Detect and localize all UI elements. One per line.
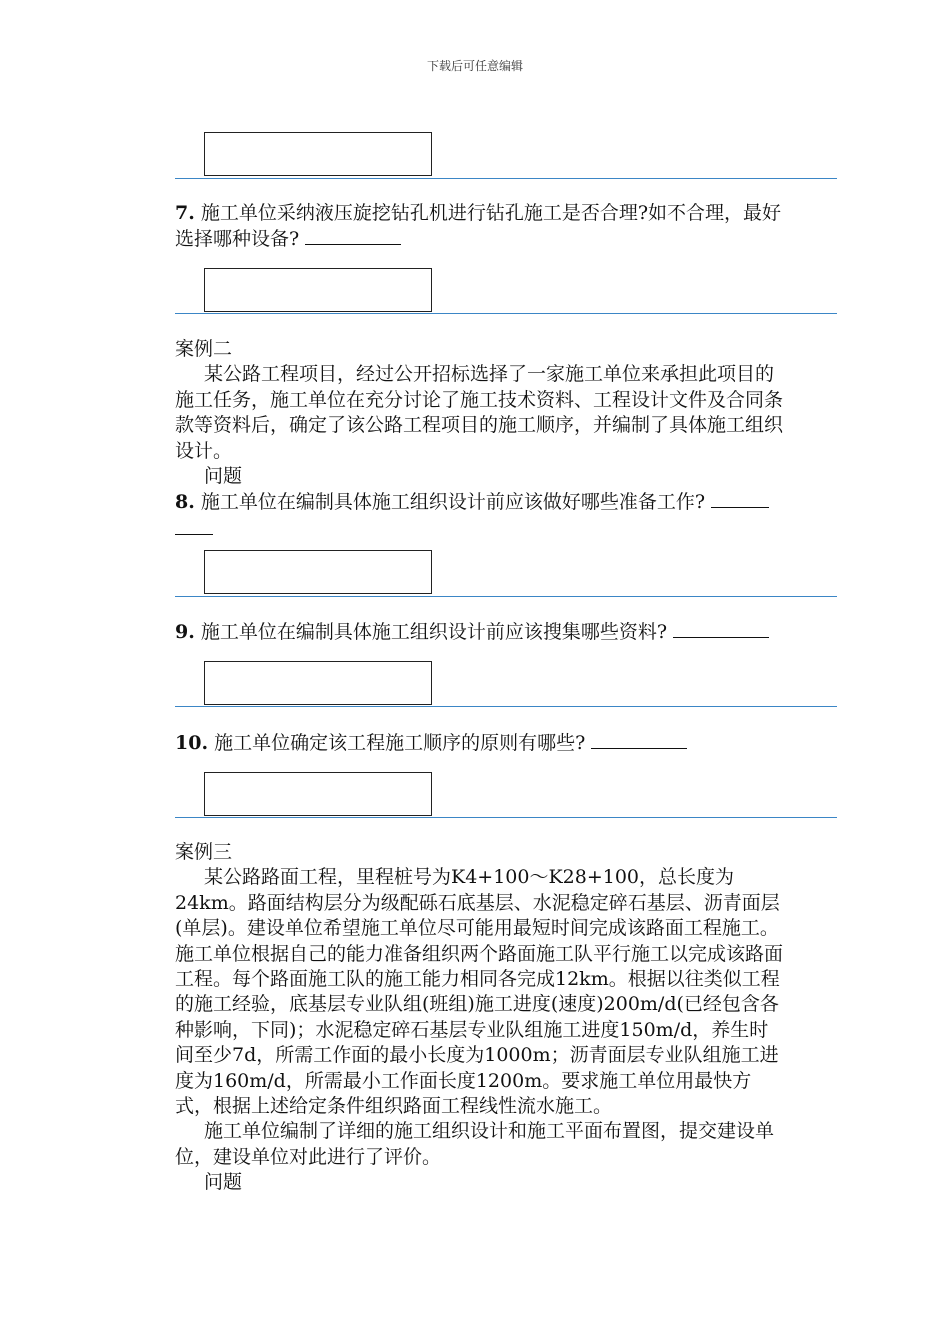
- answer-divider: [175, 706, 837, 707]
- case-title: 案例三: [175, 841, 233, 863]
- question-number: 10.: [175, 732, 209, 754]
- answer-box[interactable]: [204, 268, 432, 312]
- case-paragraph: 施工单位编制了详细的施工组织设计和施工平面布置图，提交建设单位，建设单位对此进行了评价。: [175, 1120, 775, 1168]
- answer-blank-continued[interactable]: [175, 516, 213, 535]
- answer-blank[interactable]: [305, 226, 401, 245]
- question-number: 8.: [175, 491, 195, 514]
- answer-divider: [175, 596, 837, 597]
- answer-box[interactable]: [204, 772, 432, 816]
- question-9: [175, 619, 785, 645]
- question-text: 施工单位在编制具体施工组织设计前应该做好哪些准备工作?: [200, 491, 706, 514]
- question-10: [175, 730, 785, 756]
- case-title: 案例二: [175, 338, 233, 360]
- answer-blank[interactable]: [711, 489, 769, 508]
- case-3: [175, 840, 785, 1196]
- question-number: 9.: [175, 621, 195, 643]
- question-heading: 问题: [204, 465, 243, 488]
- question-text: 施工单位在编制具体施工组织设计前应该搜集哪些资料?: [200, 621, 668, 643]
- page-header: 下载后可任意编辑: [426, 59, 523, 73]
- question-heading: 问题: [204, 1171, 243, 1194]
- question-text: 施工单位采纳液压旋挖钻孔机进行钻孔施工是否合理?如不合理，最好选择哪种设备?: [175, 202, 782, 251]
- answer-blank[interactable]: [591, 730, 687, 749]
- answer-box[interactable]: [204, 550, 432, 594]
- question-text: 施工单位确定该工程施工顺序的原则有哪些?: [214, 732, 586, 754]
- question-7: [175, 201, 785, 253]
- answer-divider: [175, 178, 837, 179]
- answer-divider: [175, 817, 837, 818]
- answer-box[interactable]: [204, 132, 432, 176]
- answer-blank[interactable]: [673, 619, 769, 638]
- case-paragraph: 某公路工程项目，经过公开招标选择了一家施工单位来承担此项目的施工任务，施工单位在充分讨论了施工技术资料、工程设计文件及合同条款等资料后，确定了该公路工程项目的施工顺序，并编制了具体施工组织设计。: [175, 363, 784, 462]
- answer-divider: [175, 313, 837, 314]
- case-paragraph: 某公路路面工程，里程桩号为K4+100～K28+100，总长度为24km。路面结构层分为级配砾石底基层、水泥稳定碎石基层、沥青面层(单层)。建设单位希望施工单位尽可能用最短时间完成该路面工程施工。施工单位根据自己的能力准备组织两个路面施工队平行施工以完成该路面工程。每个路面施工队的施工能力相同各完成12km。根据以往类似工程的施工经验，底基层专业队组(班组)施工进度(速度)200m/d(已经包含各种影响，下同)；水泥稳定碎石基层专业队组施工进度150m/d，养生时间至少7d，所需工作面的最小长度为1000m；沥青面层专业队组施工进度为160m/d，所需最小工作面长度1200m。要求施工单位用最快方式，根据上述给定条件组织路面工程线性流水施工。: [175, 866, 784, 1118]
- question-number: 7.: [175, 202, 195, 224]
- question-8: [175, 489, 785, 542]
- case-2: [175, 337, 785, 542]
- answer-box[interactable]: [204, 661, 432, 705]
